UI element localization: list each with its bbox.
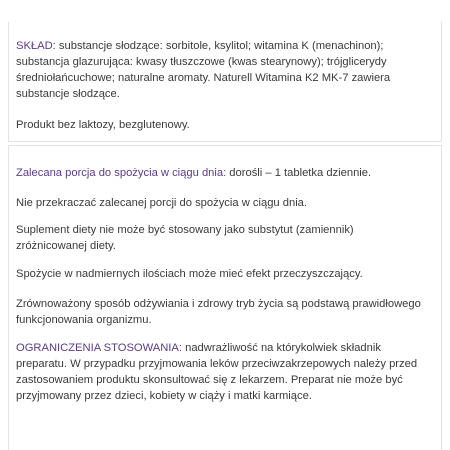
composition-label: SKŁAD:	[16, 40, 56, 52]
lactose-free-note: Produkt bez laktozy, bezglutenowy.	[16, 119, 190, 131]
dosage-paragraph	[16, 165, 421, 181]
restrictions-paragraph	[16, 340, 421, 404]
dosage-text: dorośli – 1 tabletka dziennie.	[226, 167, 372, 179]
warning-dose: Nie przekraczać zalecanej porcji do spożycia w ciągu dnia.	[16, 197, 308, 209]
warning-diet: Suplement diety nie może być stosowany jako substytut (zamiennik) zróżnicowanej diety.	[16, 224, 354, 252]
healthy-lifestyle-note: Zrównoważony sposób odżywiania i zdrowy tryb życia są podstawą prawidłowego funkcjonowania organizmu.	[16, 298, 421, 326]
warning-laxative: Spożycie w nadmiernych ilościach może mieć efekt przeczyszczający.	[16, 268, 363, 280]
restrictions-label: OGRANICZENIA STOSOWANIA:	[16, 342, 182, 354]
dosage-label: Zalecana porcja do spożycia w ciągu dnia:	[16, 167, 227, 179]
restrictions-text: nadwrażliwość na którykolwiek składnik preparatu. W przypadku przyjmowania leków przeciwzakrzepowych należy przed zastosowaniem produktu skonsultować się z lekarzem. Preparat nie może być przyjmowany przez dzieci, kobiety w ciąży i matki karmiące.	[16, 342, 418, 402]
composition-paragraph	[16, 38, 421, 102]
composition-text: substancje słodzące: sorbitole, ksylitol; witamina K (menachinon); substancja glazurująca: kwasy tłuszczowe (kwas stearynowy); trójglicerydy średniołańcuchowe; naturalne aromaty. Naturell Witamina K2 MK-7 zawiera substancje słodzące.	[16, 40, 391, 100]
